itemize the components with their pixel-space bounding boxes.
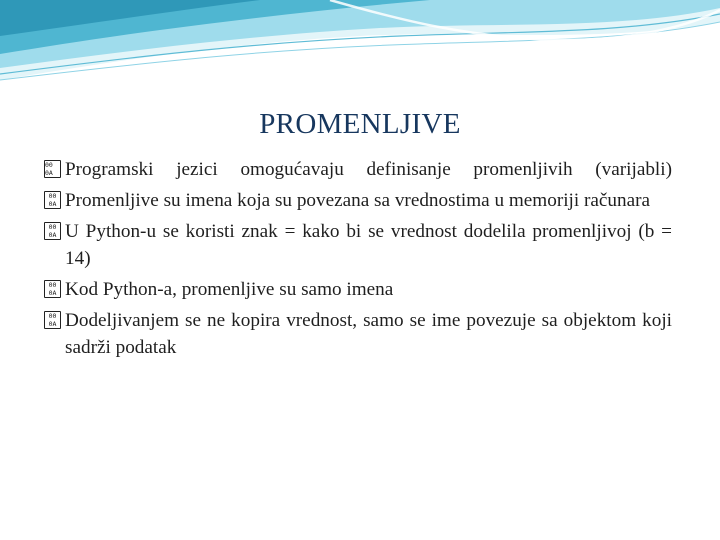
missing-glyph-box-icon: 00 0A [44, 160, 61, 178]
missing-glyph-box-icon: 00 0A [44, 311, 61, 329]
wave-header-decoration [0, 0, 720, 90]
bullet-list [44, 156, 672, 365]
missing-glyph-box-icon: 00 0A [44, 222, 61, 240]
bullet-text: U Python-u se koristi znak = kako bi se vrednost dodelila promenljivoj (b = 14) [65, 221, 672, 269]
bullet-item [44, 218, 672, 272]
bullet-item [44, 187, 672, 214]
missing-glyph-box-icon: 00 0A [44, 280, 61, 298]
slide-title: PROMENLJIVE [259, 108, 461, 140]
missing-glyph-box-icon: 00 0A [44, 191, 61, 209]
bullet-text: Promenljive su imena koja su povezana sa vrednostima u memoriji računara [65, 190, 651, 211]
bullet-text: Dodeljivanjem se ne kopira vrednost, samo se ime povezuje sa objektom koji sadrži podatak [65, 310, 672, 358]
bullet-text: Kod Python-a, promenljive su samo imena [65, 279, 394, 300]
bullet-item [44, 307, 672, 361]
bullet-item [44, 156, 672, 183]
bullet-item [44, 276, 672, 303]
bullet-text: Programski jezici omogućavaju definisanje promenljivih (varijabli) [65, 159, 672, 180]
